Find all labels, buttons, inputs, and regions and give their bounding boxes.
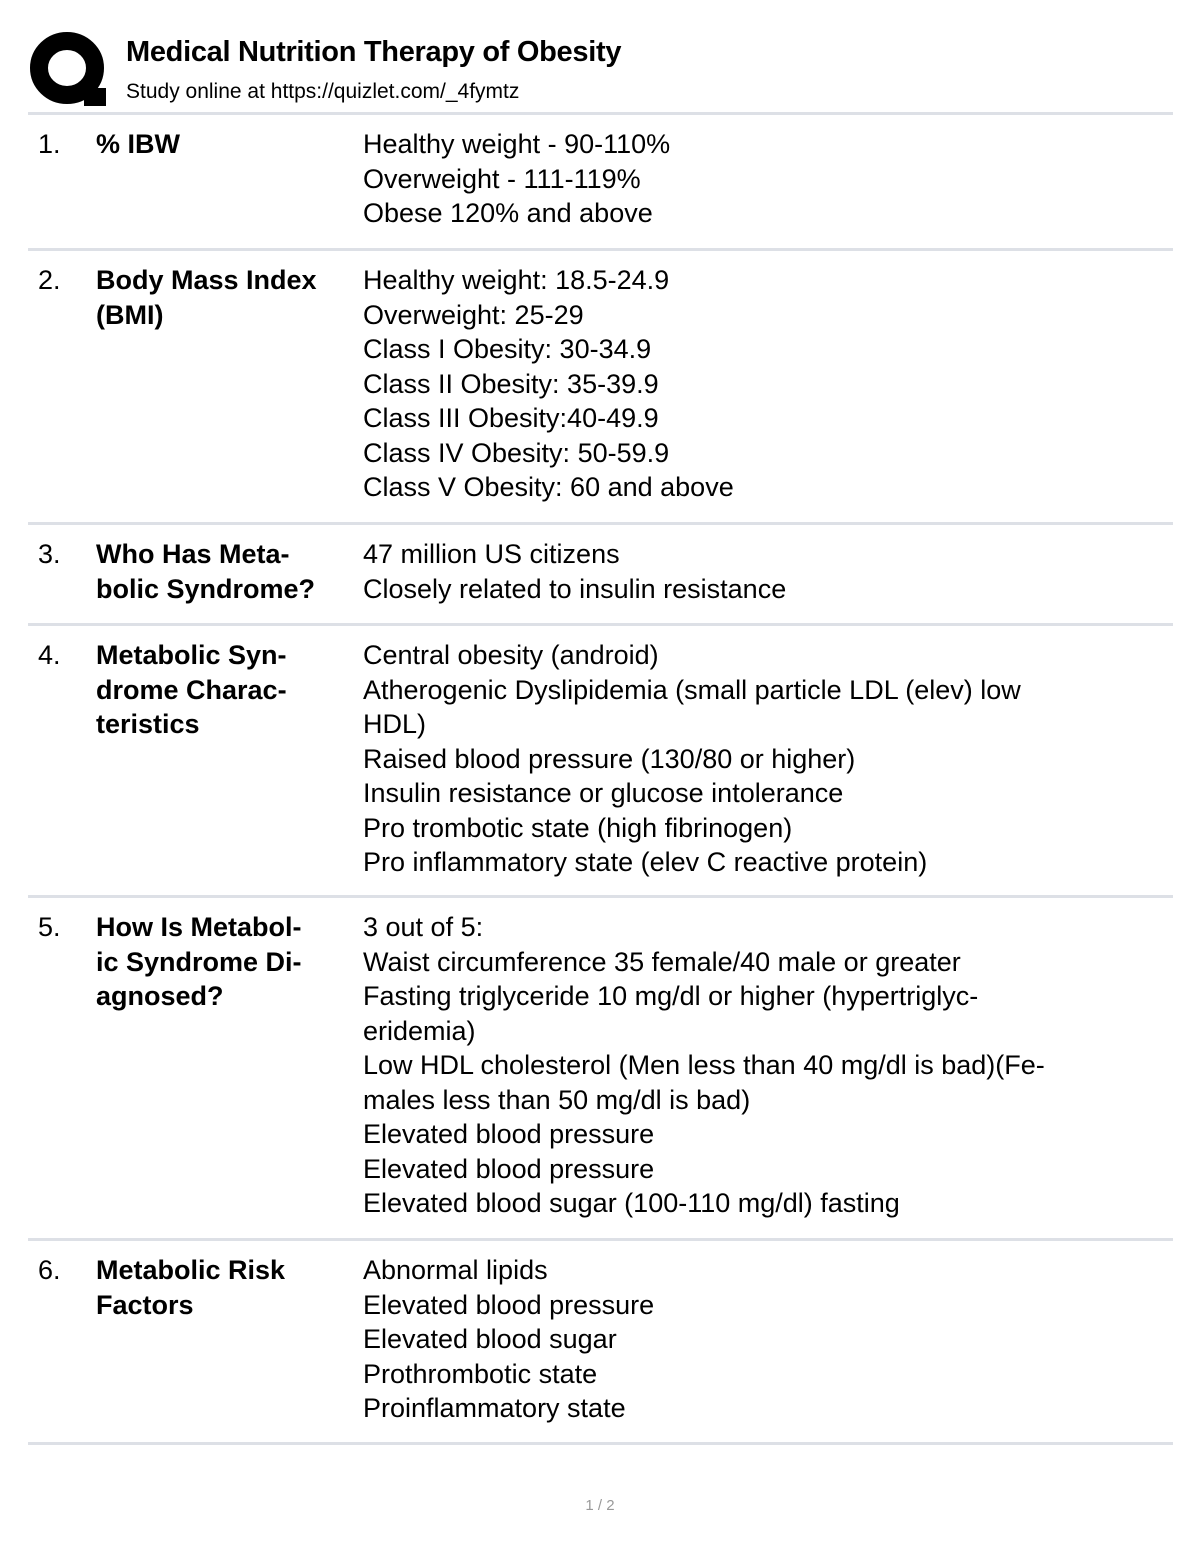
flashcard-list — [28, 112, 1173, 1445]
quizlet-logo-icon — [30, 30, 110, 110]
card-definition: 3 out of 5: Waist circumference 35 female/40 male or greater Fasting triglyceride 10 mg/dl or higher (hypertriglyc- eridemia) Low HDL cholesterol (Men less than 40 mg/dl is bad)(Fe- males less than 50 mg/dl is bad) Elevated blood pressure Elevated blood pressure Elevated blood sugar (100-110 mg/dl) fasting — [363, 912, 1045, 1218]
card-term: Metabolic Risk Factors — [96, 1255, 286, 1320]
card-definition: Central obesity (android) Atherogenic Dyslipidemia (small particle LDL (elev) low HDL) Raised blood pressure (130/80 or higher) Insulin resistance or glucose intolerance Pro trombotic state (high fibrinogen) Pro inflammatory state (elev C reactive protein) — [363, 640, 1021, 877]
card-number: 3. — [38, 539, 61, 569]
card-definition: Healthy weight: 18.5-24.9 Overweight: 25-29 Class I Obesity: 30-34.9 Class II Obesity: 35-39.9 Class III Obesity:40-49.9 Class IV Obesity: 50-59.9 Class V Obesity: 60 and above — [363, 265, 734, 502]
card-term: Metabolic Syn- drome Charac- teristics — [96, 640, 287, 739]
card-number: 2. — [38, 265, 61, 295]
study-online-link[interactable]: Study online at https://quizlet.com/_4fymtz — [126, 80, 520, 103]
card-definition: Abnormal lipids Elevated blood pressure Elevated blood sugar Prothrombotic state Proinflammatory state — [363, 1255, 655, 1423]
page-number: 1 / 2 — [585, 1497, 615, 1514]
flashcard-row — [28, 623, 1173, 895]
card-definition: Healthy weight - 90-110% Overweight - 111-119% Obese 120% and above — [363, 129, 671, 228]
document-title: Medical Nutrition Therapy of Obesity — [126, 36, 622, 68]
card-term: Body Mass Index (BMI) — [96, 265, 317, 330]
card-term: Who Has Meta- bolic Syndrome? — [96, 539, 316, 604]
card-number: 4. — [38, 640, 61, 670]
flashcard-row — [28, 248, 1173, 522]
document-header — [30, 28, 1180, 108]
card-term: % IBW — [96, 129, 180, 159]
card-number: 5. — [38, 912, 61, 942]
card-definition: 47 million US citizens Closely related to insulin resistance — [363, 539, 787, 604]
card-number: 6. — [38, 1255, 61, 1285]
card-term: How Is Metabol- ic Syndrome Di- agnosed? — [96, 912, 302, 1011]
card-number: 1. — [38, 129, 61, 159]
flashcard-row — [28, 112, 1173, 248]
flashcard-row — [28, 522, 1173, 623]
flashcard-row — [28, 1238, 1173, 1445]
flashcard-row — [28, 895, 1173, 1238]
